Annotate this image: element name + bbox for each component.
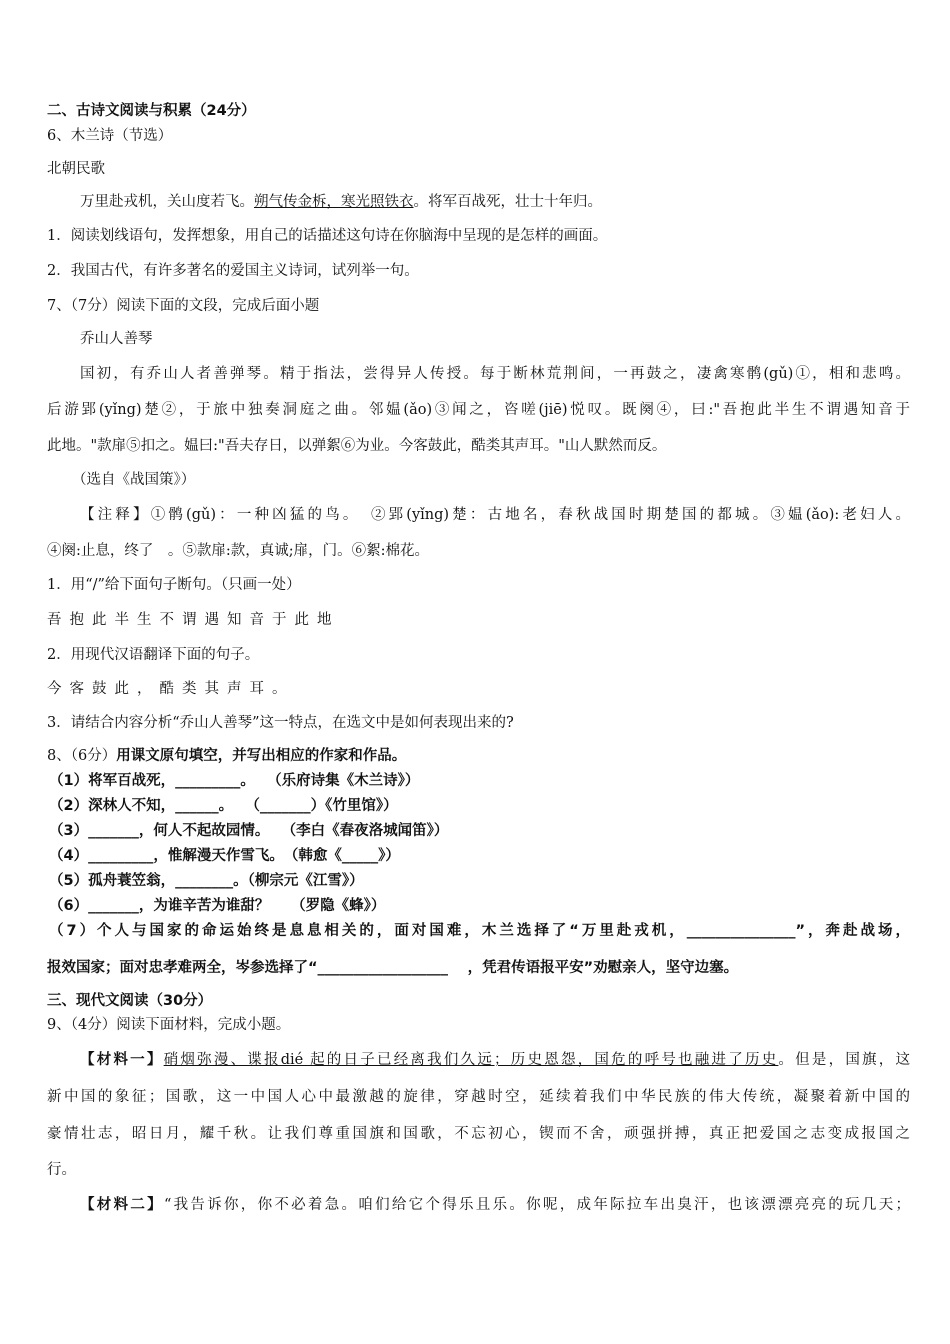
material-1-line-2: 新中国的象征；国歌，这一中国人心中最激越的旋律，穿越时空，延续着我们中华民族的伟大传统，凝聚着新中国的	[47, 1089, 910, 1105]
q8-item-2: （2）深林人不知，______。 （_______）《竹里馆》）	[49, 798, 398, 814]
q7-passage-line-1: 国初，有乔山人者善弹琴。精于指法，尝得异人传授。每于断林荒荆间，一再鼓之，凄禽寒鹘(gǔ)①，相和悲鸣。	[80, 366, 910, 382]
q6-title: 6、木兰诗（节选）	[47, 128, 173, 144]
q6-sub-1: 1．阅读划线语句，发挥想象，用自己的话描述这句诗在你脑海中呈现的是怎样的画面。	[47, 228, 608, 244]
q8-item-7-line-2: 报效国家；面对忠孝难两全，岑参选择了“__________________ ，凭君传语报平安”劝慰亲人，坚守边塞。	[47, 960, 739, 976]
q7-sub-2-sentence: 今客鼓此，酷类其声耳。	[47, 681, 295, 697]
q7-sub-2: 2．用现代汉语翻译下面的句子。	[47, 647, 260, 663]
q8-number: 8、（6分）	[47, 748, 117, 764]
q9-title: 9、（4分）阅读下面材料，完成小题。	[47, 1017, 291, 1033]
section-2-heading: 二、古诗文阅读与积累（24分）	[47, 103, 256, 119]
material-2-label: 【材料二】	[80, 1197, 164, 1213]
material-1-underlined: 硝烟弥漫、谍报dié 起的日子已经离我们久远；历史恩怨，国危的呼号也融进了历史	[163, 1052, 779, 1068]
q8-instruction: 用课文原句填空，并写出相应的作家和作品。	[116, 748, 407, 764]
q8-item-7-line-1: （7）个人与国家的命运始终是息息相关的，面对国难，木兰选择了“万里赴戎机，_______________”，奔赴战场，	[49, 923, 910, 939]
q8-item-3: （3）_______，何人不起故园情。 （李白《春夜洛城闻笛》）	[49, 823, 449, 839]
material-1-line-3: 豪情壮志，昭日月，耀千秋。让我们尊重国旗和国歌，不忘初心，锲而不舍，顽强拼搏，真正把爱国之志变成报国之	[47, 1126, 910, 1142]
q7-notes-line-2: ④阕:止息，终了 。⑤款扉:款，真诚;扉，门。⑥絮:棉花。	[47, 543, 430, 559]
poem-underlined-line: 朔气传金柝，寒光照铁衣	[254, 194, 414, 210]
material-2-text: “我告诉你，你不必着急。咱们给它个得乐且乐。你呢，成年际拉车出臭汗，也该漂漂亮亮的玩几天；	[163, 1197, 910, 1213]
q7-sub-1: 1．用“/”给下面句子断句。（只画一处）	[47, 577, 301, 593]
q7-title: 7、（7分）阅读下面的文段，完成后面小题	[47, 298, 320, 314]
q7-passage-line-2: 后游郢(yǐng)楚②，于旅中独奏洞庭之曲。邻媪(ǎo)③闻之，咨嗟(jiē)悦叹。既阕④，曰:"吾抱此半生不谓遇知音于	[47, 402, 910, 418]
section-3-heading: 三、现代文阅读（30分）	[47, 993, 213, 1009]
poem-part-b: 。将军百战死，壮士十年归。	[413, 194, 602, 210]
q7-sub-1-sentence: 吾抱此半生不谓遇知音于此地	[47, 612, 340, 628]
q6-sub-2: 2．我国古代，有许多著名的爱国主义诗词，试列举一句。	[47, 263, 419, 279]
poem-part-a: 万里赴戎机，关山度若飞。	[80, 194, 254, 210]
material-2-line-1	[80, 1195, 910, 1215]
material-1-line-4: 行。	[47, 1162, 76, 1178]
material-1-rest: 。但是，国旗，这	[778, 1052, 911, 1068]
material-1-line-1	[80, 1050, 910, 1070]
q8-item-6: （6）_______，为谁辛苦为谁甜？ （罗隐《蜂》）	[49, 898, 386, 914]
q8-title	[47, 746, 910, 766]
q7-source: （选自《战国策》）	[72, 472, 196, 488]
q6-author: 北朝民歌	[47, 161, 105, 177]
q7-passage-line-3: 此地。"款扉⑤扣之。媪曰:"吾夫存日，以弹絮⑥为业。今客鼓此，酷类其声耳。"山人默然而反。	[47, 438, 667, 454]
q6-poem	[80, 192, 910, 212]
q7-passage-title: 乔山人善琴	[80, 331, 153, 347]
q8-item-1: （1）将军百战死，_________。 （乐府诗集《木兰诗》）	[49, 773, 420, 789]
material-1-label: 【材料一】	[80, 1052, 164, 1068]
q7-notes-line-1: 【注释】①鹘(gǔ)：一种凶猛的鸟。 ②郢(yǐng)楚：古地名，春秋战国时期楚国的都城。③媪(ǎo):老妇人。	[80, 507, 910, 523]
q8-item-5: （5）孤舟蓑笠翁，________。（柳宗元《江雪》）	[49, 873, 364, 889]
q8-item-4: （4）_________，惟解漫天作雪飞。 （韩愈《_____》）	[49, 848, 400, 864]
q7-sub-3: 3．请结合内容分析“乔山人善琴”这一特点，在选文中是如何表现出来的?	[47, 715, 514, 731]
